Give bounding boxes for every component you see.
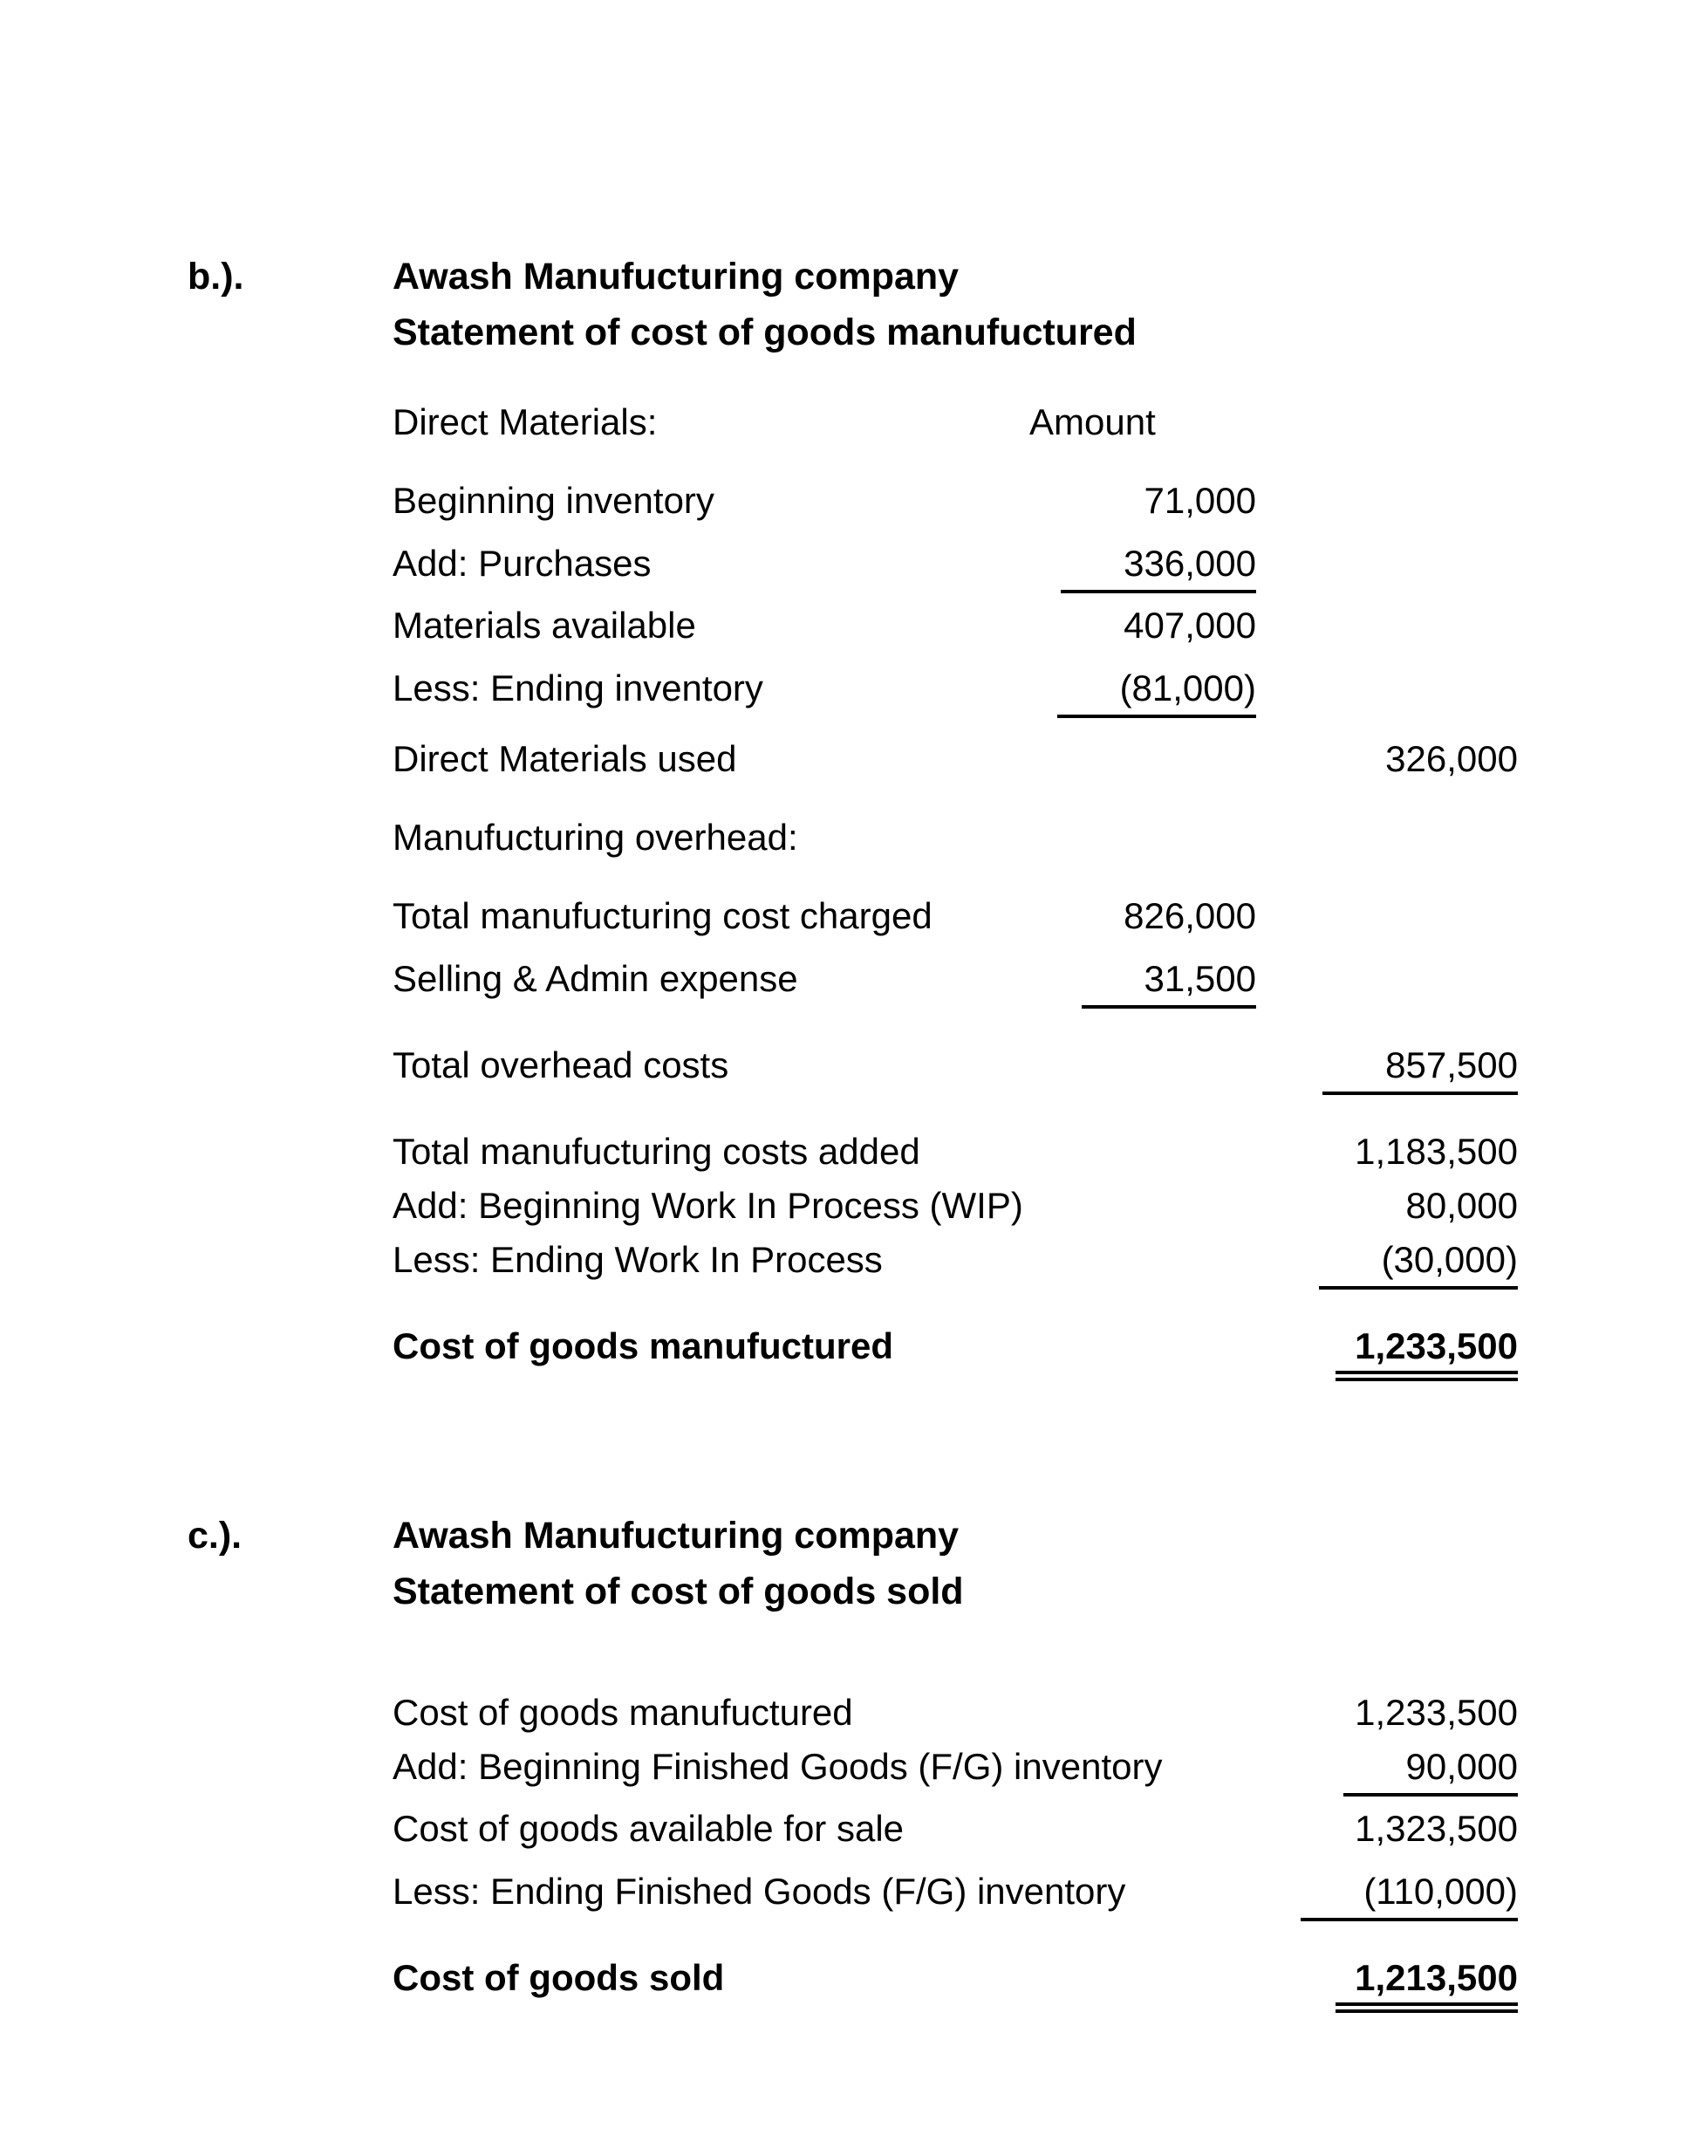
row-label: Direct Materials used	[393, 738, 737, 779]
empty-cell	[1256, 400, 1518, 444]
row-amount-col1	[1029, 957, 1256, 1009]
row-label: Less: Ending Work In Process	[393, 1239, 883, 1280]
empty-cell	[1256, 604, 1518, 647]
row-label: Materials available	[393, 605, 696, 646]
empty-cell	[1029, 1324, 1256, 1381]
statement-row	[393, 1238, 1518, 1290]
empty-cell	[1256, 894, 1518, 938]
section-titles	[393, 1508, 1708, 1619]
total-row-label: Cost of goods sold	[393, 1957, 725, 1998]
statement-row	[393, 1745, 1518, 1797]
row-amount-col2: 80,000	[1405, 1185, 1518, 1226]
underlined-amount: (81,000)	[1057, 667, 1256, 718]
statement-row	[393, 667, 1518, 718]
underlined-amount: (110,000)	[1301, 1870, 1518, 1921]
empty-cell	[1029, 1745, 1256, 1797]
statement-row	[393, 1184, 1518, 1228]
empty-cell	[1256, 667, 1518, 718]
statement-total-row	[393, 1956, 1518, 2013]
row-label: Cost of goods manufuctured	[393, 1692, 853, 1733]
statement-row	[393, 479, 1518, 523]
row-amount-col2: 1,233,500	[1355, 1692, 1518, 1733]
section-header	[188, 249, 1708, 360]
statement-total-row	[393, 1324, 1518, 1381]
statement-row	[393, 894, 1518, 938]
row-amount-col1: 826,000	[1124, 895, 1256, 936]
statement-row	[393, 1044, 1518, 1095]
statement-row	[393, 542, 1518, 593]
row-amount-col2: 326,000	[1385, 738, 1518, 779]
row-label: Add: Purchases	[393, 543, 652, 584]
underlined-amount: 857,500	[1322, 1044, 1518, 1095]
row-label: Add: Beginning Work In Process (WIP)	[393, 1185, 1023, 1226]
row-amount-col2	[1256, 1745, 1518, 1797]
section-titles	[393, 249, 1708, 360]
section-cost-of-goods-manufactured	[188, 249, 1708, 1381]
total-row-label: Cost of goods manufuctured	[393, 1325, 893, 1366]
row-amount-col1: 407,000	[1124, 605, 1256, 646]
empty-cell	[1029, 1044, 1256, 1095]
row-amount-col1: 71,000	[1144, 480, 1256, 521]
statement-body	[393, 1691, 1518, 2013]
double-underlined-amount: 1,213,500	[1336, 1956, 1518, 2013]
row-label: Add: Beginning Finished Goods (F/G) inventory	[393, 1746, 1163, 1787]
statement-row	[393, 957, 1518, 1009]
total-row-amount	[1256, 1324, 1518, 1381]
row-label: Manufucturing overhead:	[393, 817, 798, 858]
empty-cell	[1029, 1691, 1256, 1735]
row-amount-col2	[1256, 1238, 1518, 1290]
row-label: Total overhead costs	[393, 1044, 729, 1085]
statement-row	[393, 1691, 1518, 1735]
underlined-amount: 90,000	[1343, 1745, 1518, 1797]
empty-cell	[1029, 1130, 1256, 1174]
empty-cell	[1029, 737, 1256, 781]
amount-column-header: Amount	[1029, 401, 1156, 442]
statement-subheading-row	[393, 816, 1518, 859]
row-label: Total manufucturing cost charged	[393, 895, 933, 936]
row-label: Cost of goods available for sale	[393, 1808, 905, 1849]
underlined-amount: (30,000)	[1319, 1238, 1518, 1290]
row-label: Selling & Admin expense	[393, 958, 798, 999]
statement-body	[393, 400, 1518, 1381]
section-marker-b: b.).	[188, 256, 244, 298]
empty-cell	[1029, 816, 1256, 859]
empty-cell	[1029, 1238, 1256, 1290]
row-label: Beginning inventory	[393, 480, 714, 521]
total-row-amount	[1256, 1956, 1518, 2013]
empty-cell	[1029, 1807, 1256, 1851]
empty-cell	[1256, 479, 1518, 523]
row-amount-col2: 1,183,500	[1355, 1131, 1518, 1172]
statement-title: Statement of cost of goods manufuctured	[393, 311, 1137, 353]
company-name: Awash Manufucturing company	[393, 1515, 960, 1557]
section-cost-of-goods-sold	[188, 1508, 1708, 2013]
column-header-row	[393, 400, 1518, 444]
underlined-amount: 31,500	[1082, 957, 1256, 1009]
row-amount-col2	[1256, 1870, 1518, 1921]
row-label: Total manufucturing costs added	[393, 1131, 920, 1172]
statement-title: Statement of cost of goods sold	[393, 1571, 964, 1612]
section-header	[188, 1508, 1708, 1619]
statement-row	[393, 604, 1518, 647]
empty-cell	[1029, 1184, 1256, 1228]
row-amount-col1	[1029, 542, 1256, 593]
statement-row	[393, 1870, 1518, 1921]
empty-cell	[1256, 957, 1518, 1009]
empty-cell	[1256, 816, 1518, 859]
row-amount-col2: 1,323,500	[1355, 1808, 1518, 1849]
row-amount-col2	[1256, 1044, 1518, 1095]
section-marker-c: c.).	[188, 1515, 243, 1557]
underlined-amount: 336,000	[1061, 542, 1256, 593]
row-amount-col1	[1029, 667, 1256, 718]
double-underlined-amount: 1,233,500	[1336, 1324, 1518, 1381]
statement-row	[393, 737, 1518, 781]
empty-cell	[1256, 542, 1518, 593]
direct-materials-header: Direct Materials:	[393, 401, 658, 442]
statement-row	[393, 1807, 1518, 1851]
row-label: Less: Ending inventory	[393, 667, 763, 708]
empty-cell	[1029, 1956, 1256, 2013]
row-label: Less: Ending Finished Goods (F/G) inventory	[393, 1871, 1126, 1912]
empty-cell	[1029, 1870, 1256, 1921]
company-name: Awash Manufucturing company	[393, 256, 960, 298]
statement-row	[393, 1130, 1518, 1174]
